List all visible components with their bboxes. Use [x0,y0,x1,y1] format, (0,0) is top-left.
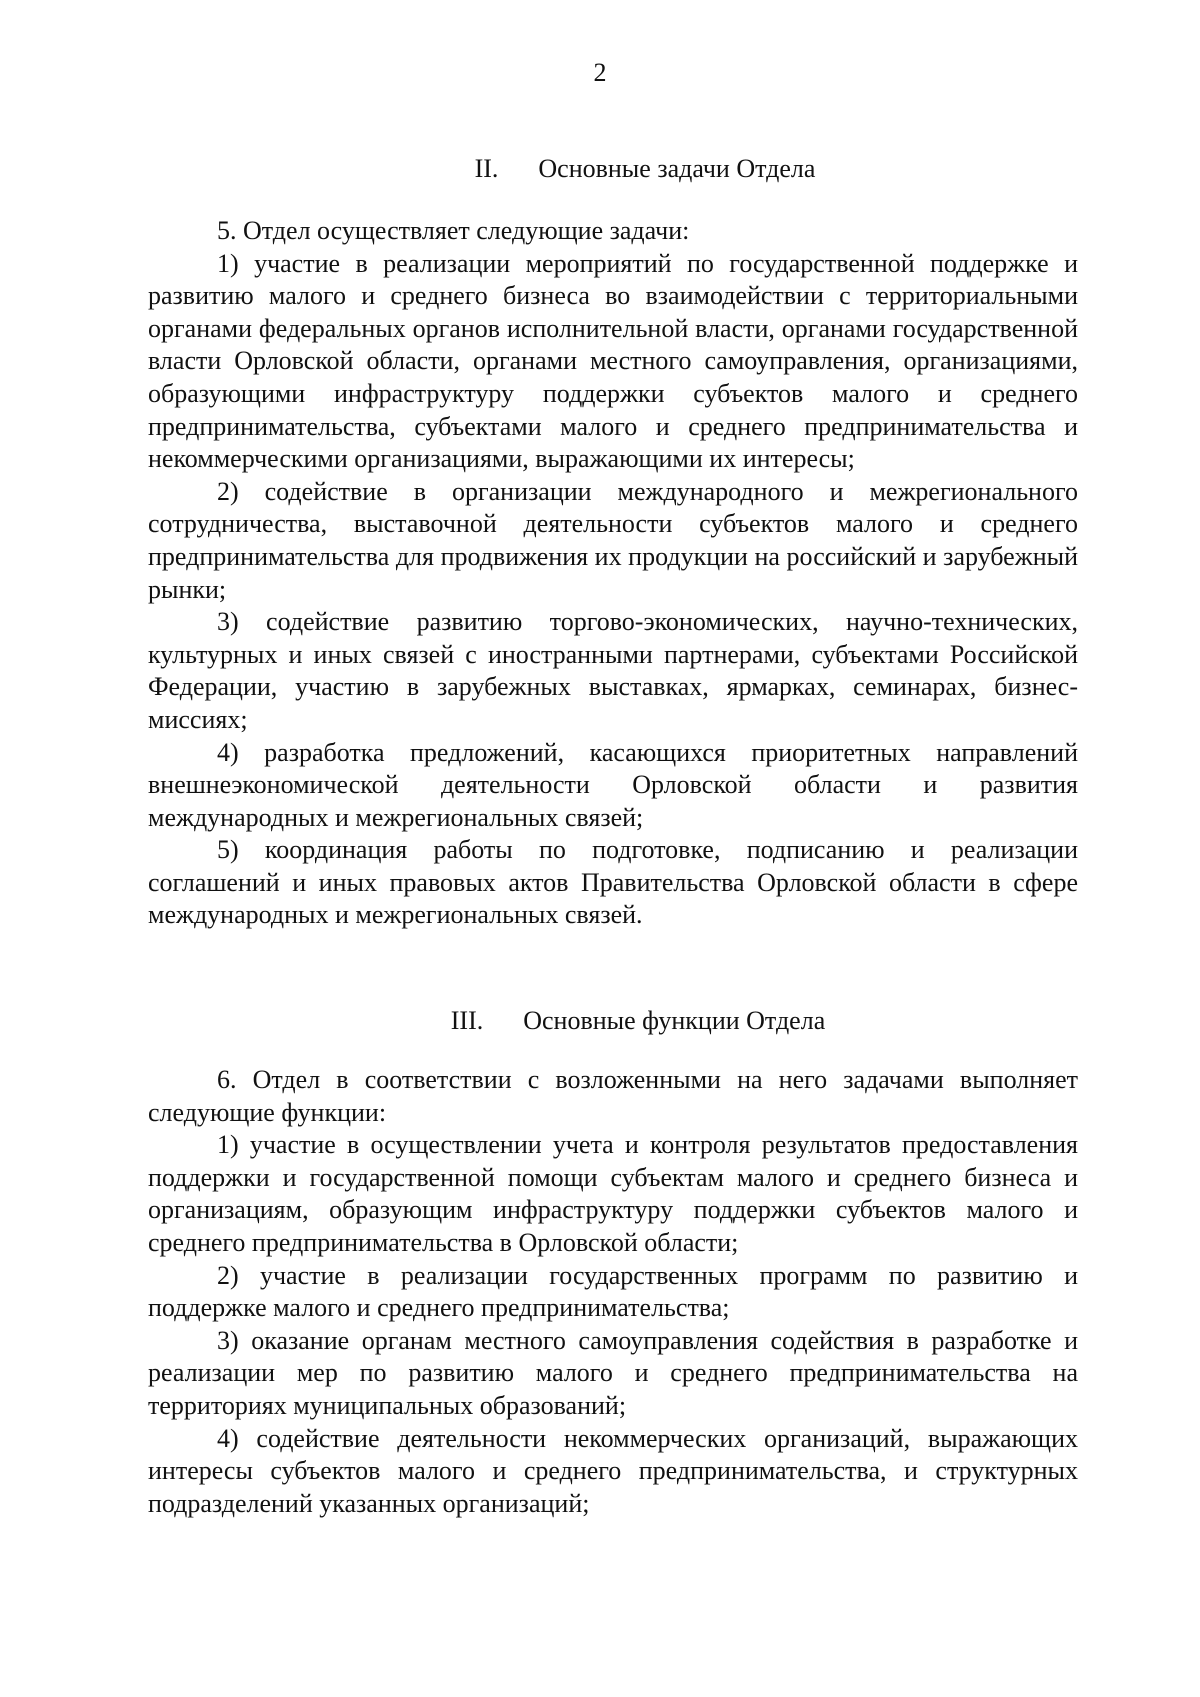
section-number: II. [474,154,499,183]
section-body [148,1064,1078,1520]
section-title: Основные задачи Отдела [538,154,816,183]
page-number: 2 [593,58,607,87]
paragraph: 3) оказание органам местного самоуправления содействия в разработке и реализации мер по развитию малого и среднего предпринимательства на территориях муниципальных образований; [148,1325,1078,1420]
section-heading [38,1005,1200,1037]
section-heading [45,153,1200,185]
paragraph: 1) участие в реализации мероприятий по государственной поддержке и развитию малого и среднего бизнеса во взаимодействии с территориальными органами федеральных органов исполнительной власти, органами государственной власти Орловской области, органами местного самоуправления, организациями, образующими инфраструктуру поддержки субъектов малого и среднего предпринимательства, субъектами малого и среднего предпринимательства и некоммерческими организациями, выражающими их интересы; [148,248,1078,474]
paragraph: 2) содействие в организации международного и межрегионального сотрудничества, выставочной деятельности субъектов малого и среднего предпринимательства для продвижения их продукции на российский и зарубежный рынки; [148,476,1078,604]
paragraph: 5. Отдел осуществляет следующие задачи: [217,216,690,245]
paragraph: 2) участие в реализации государственных программ по развитию и поддержке малого и среднего предпринимательства; [148,1260,1078,1323]
section-title: Основные функции Отдела [523,1006,826,1035]
paragraph: 6. Отдел в соответствии с возложенными на него задачами выполняет следующие функции: [148,1065,1078,1127]
section-number: III. [450,1006,484,1035]
paragraph: 4) разработка предложений, касающихся приоритетных направлений внешнеэкономической деятельности Орловской области и развития международных и межрегиональных связей; [148,737,1078,832]
section-body [148,215,1078,932]
paragraph: 4) содействие деятельности некоммерческих организаций, выражающих интересы субъектов малого и среднего предпринимательства, и структурных подразделений указанных организаций; [148,1423,1078,1518]
paragraph: 1) участие в осуществлении учета и контроля результатов предоставления поддержки и государственной помощи субъектам малого и среднего бизнеса и организациям, образующим инфраструктуру поддержки субъектов малого и среднего предпринимательства в Орловской области; [148,1130,1078,1257]
paragraph: 3) содействие развитию торгово-экономических, научно-технических, культурных и иных связей с иностранными партнерами, субъектами Российской Федерации, участию в зарубежных выставках, ярмарках, семинарах, бизнес-миссиях; [148,607,1078,734]
paragraph: 5) координация работы по подготовке, подписанию и реализации соглашений и иных правовых актов Правительства Орловской области в сфере международных и межрегиональных связей. [148,835,1078,930]
